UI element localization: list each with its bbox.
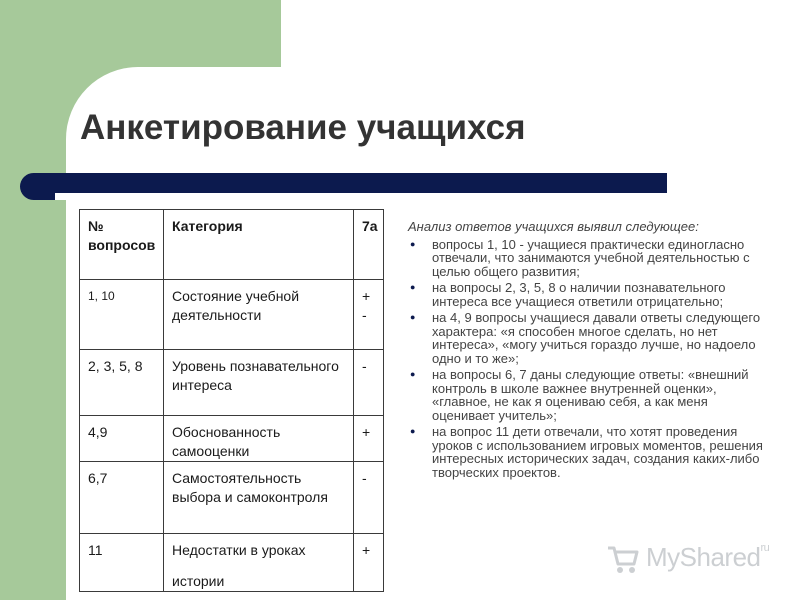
analysis-section [408,220,770,482]
mark-cell [354,462,384,534]
category-cell: Состояние учебной деятельности [164,280,354,350]
table-row [80,280,384,350]
analysis-item: ● на 4, 9 вопросы учащиеся давали ответы следующего характера: «я способен многое сделать, но нет интереса», «могу учиться гораздо лучше, но надоело одно и то же»; [408,311,770,365]
category-cell: Самостоятельность выбора и самоконтроля [164,462,354,534]
question-cell: 2, 3, 5, 8 [80,350,164,416]
watermark-text: MyShared$^{ru}$ [646,542,770,572]
watermark [606,540,770,578]
question-cell: 11 [80,534,164,592]
category-cell [164,534,354,592]
analysis-item: ● вопросы 1, 10 - учащиеся практически единогласно отвечали, что занимаются учебной деятельностью с целью общего развития; [408,238,770,279]
table-header-row [80,210,384,280]
mark-value: - [362,307,367,323]
mark-cell [354,280,384,350]
mark-cell [354,534,384,592]
table-row [80,416,384,462]
mark-cell [354,350,384,416]
question-cell: 6,7 [80,462,164,534]
mark-cell [354,416,384,462]
category-line: Недостатки в уроках [172,542,306,558]
category-line: истории [172,573,225,589]
mark-value: - [362,358,367,374]
shopping-cart-icon [606,542,640,576]
survey-table [79,209,384,592]
header-class: 7а [354,210,384,280]
question-cell: 4,9 [80,416,164,462]
analysis-item: ● на вопрос 11 дети отвечали, что хотят проведения уроков с использованием игровых моментов, решения интересных исторических задач, создания каких-либо творческих проектов. [408,425,770,479]
mark-value: - [362,470,367,486]
slide-title: Анкетирование учащихся [80,108,526,147]
mark-value: + [362,542,371,558]
category-cell: Уровень познавательного интереса [164,350,354,416]
table-row [80,350,384,416]
category-cell: Обоснованность самооценки [164,416,354,462]
table-row [80,534,384,592]
question-cell: 1, 10 [80,280,164,350]
analysis-list [408,238,770,480]
underline-bar-gap [55,193,667,200]
watermark-suffix: ru [760,542,770,554]
mark-value: + [362,288,371,304]
mark-value: + [362,424,371,440]
analysis-item: ● на вопросы 2, 3, 5, 8 о наличии познавательного интереса все учащиеся ответили отрицательно; [408,281,770,308]
analysis-item: ● на вопросы 6, 7 даны следующие ответы: «внешний контроль в школе важнее внутренней оценки», «главное, не как я оцениваю себя, а как меня оценивает учитель»; [408,368,770,422]
header-question-number: № вопросов [80,210,164,280]
table-row [80,462,384,534]
header-category: Категория [164,210,354,280]
analysis-intro: Анализ ответов учащихся выявил следующее: [408,219,699,234]
